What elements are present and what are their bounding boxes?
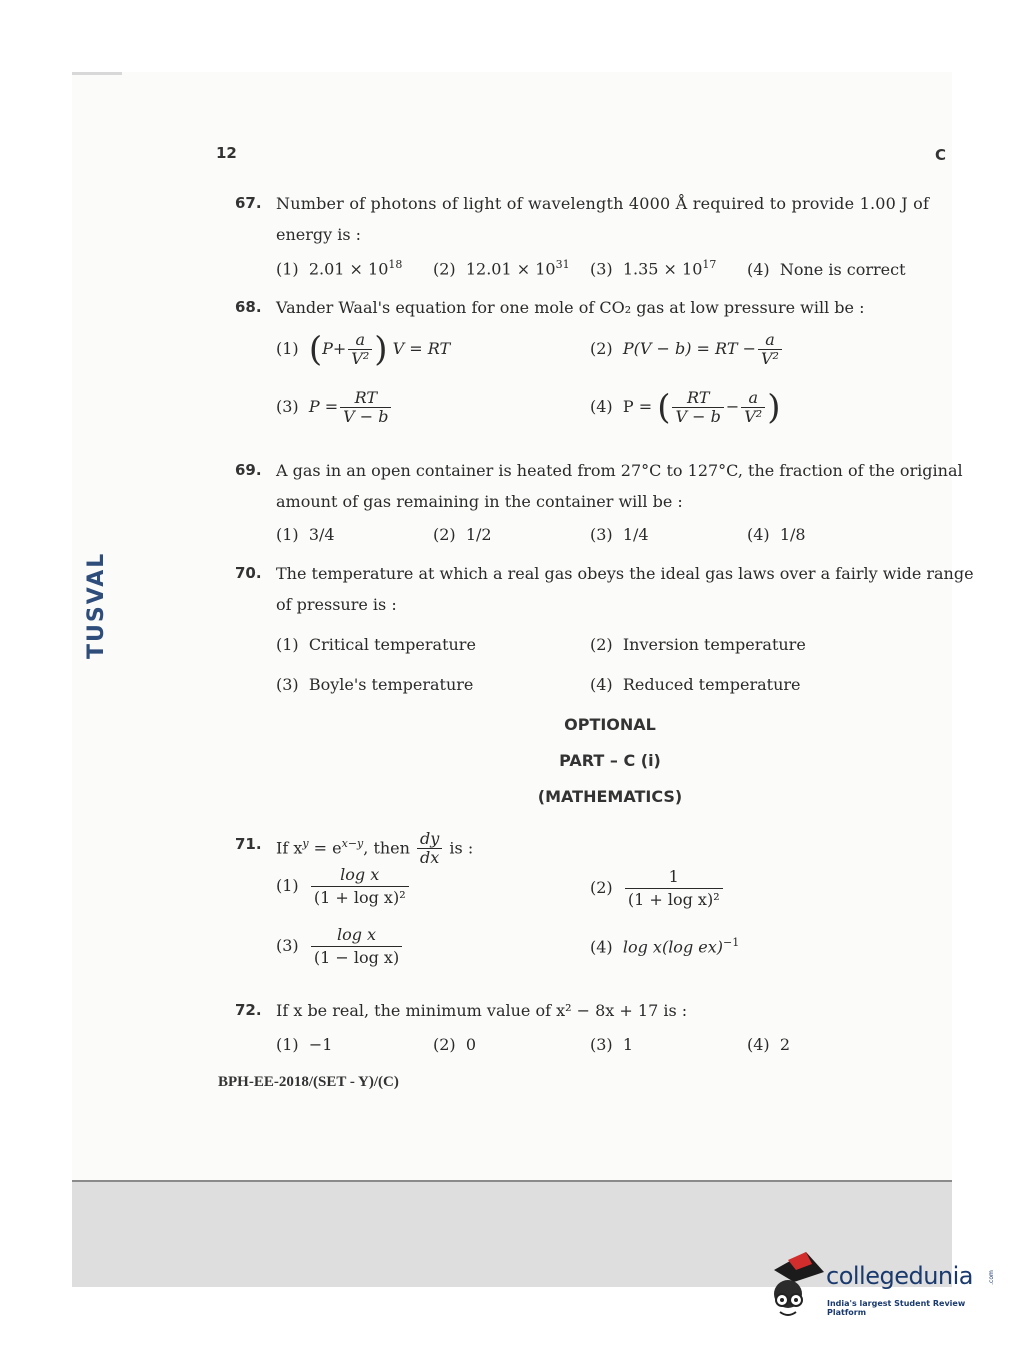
question-text: Number of photons of light of wavelength 4000 Å required to provide 1.00 J of: [276, 194, 930, 213]
option: (4) 2: [747, 1035, 791, 1054]
question-text: Vander Waal's equation for one mole of CO₂ gas at low pressure will be :: [276, 298, 865, 317]
question-text: A gas in an open container is heated from 27°C to 127°C, the fraction of the original: [276, 461, 963, 480]
option: (1) $2.01 \times 10^{18}$: [276, 258, 403, 279]
option: (3) P = $\frac{RT}{V - b}$: [276, 384, 393, 430]
option: (4) 1/8: [747, 525, 806, 544]
option: (3) 1/4: [590, 525, 649, 544]
option: (1) Critical temperature: [276, 635, 476, 654]
footer-code: BPH-EE-2018/(SET - Y)/(C): [218, 1074, 399, 1090]
section-optional: OPTIONAL: [564, 715, 656, 734]
side-stamp: TUSVAL: [84, 551, 109, 659]
question-text: The temperature at which a real gas obeys the ideal gas laws over a fairly wide range: [276, 564, 974, 583]
option: (2) $\frac{1}{\text{(1 + log x)²}}$: [590, 864, 725, 912]
option: (4) P = ( $\frac{RT}{V - b}$ − $\frac{a}{\text{V²}}$ ): [590, 387, 781, 428]
option: (1) (P+ $\frac{a}{\text{V²}}$ ) V = RT: [276, 329, 451, 370]
option: (2) Inversion temperature: [590, 635, 806, 654]
option: (3) Boyle's temperature: [276, 675, 474, 694]
option: (2) 1/2: [433, 525, 492, 544]
question-number: 72.: [235, 1001, 262, 1019]
brand-tagline: India's largest Student Review Platform: [827, 1299, 966, 1317]
option: (4) Reduced temperature: [590, 675, 801, 694]
brand-name: collegedunia: [826, 1262, 974, 1290]
question-number: 67.: [235, 194, 262, 212]
option: (2) 0: [433, 1035, 477, 1054]
option: (1) −1: [276, 1035, 333, 1054]
question-number: 69.: [235, 461, 262, 479]
section-subject: (MATHEMATICS): [537, 787, 683, 806]
option: (3) $\frac{\text{log x}}{\text{(1 − log x)}}$: [276, 922, 404, 970]
question-number: 68.: [235, 298, 262, 316]
option: (3) $1.35 \times 10^{17}$: [590, 258, 717, 279]
mascot-icon: [766, 1252, 826, 1322]
brand-domain: .com: [987, 1270, 995, 1285]
question-text: amount of gas remaining in the container will be :: [276, 492, 683, 511]
option: (4) None is correct: [747, 260, 906, 279]
question-text: If x be real, the minimum value of x² − 8x + 17 is :: [276, 1001, 688, 1020]
option: (4) log x(log ex)$^{-1}$: [590, 936, 740, 957]
question-number: 70.: [235, 564, 262, 582]
option: (2) P(V − b) = RT − $\frac{a}{\text{V²}}$: [590, 326, 784, 372]
set-letter: C: [935, 146, 947, 164]
collegedunia-logo: [766, 1252, 996, 1322]
option: (1) $\frac{\text{log x}}{\text{(1 + log x)²}}$: [276, 862, 411, 910]
option: (2) $12.01 \times 10^{31}$: [433, 258, 570, 279]
option: (3) 1: [590, 1035, 634, 1054]
section-part: PART – C (i): [559, 751, 661, 770]
question-text: of pressure is :: [276, 595, 397, 614]
question-text: energy is :: [276, 225, 362, 244]
question-number: 71.: [235, 835, 262, 853]
scan-mark: [72, 72, 122, 75]
option: (1) 3/4: [276, 525, 335, 544]
page-number: 12: [216, 144, 237, 162]
question-text: If $x^y = e^{x-y}$, then $\frac{dy}{dx}$ is :: [276, 829, 474, 868]
